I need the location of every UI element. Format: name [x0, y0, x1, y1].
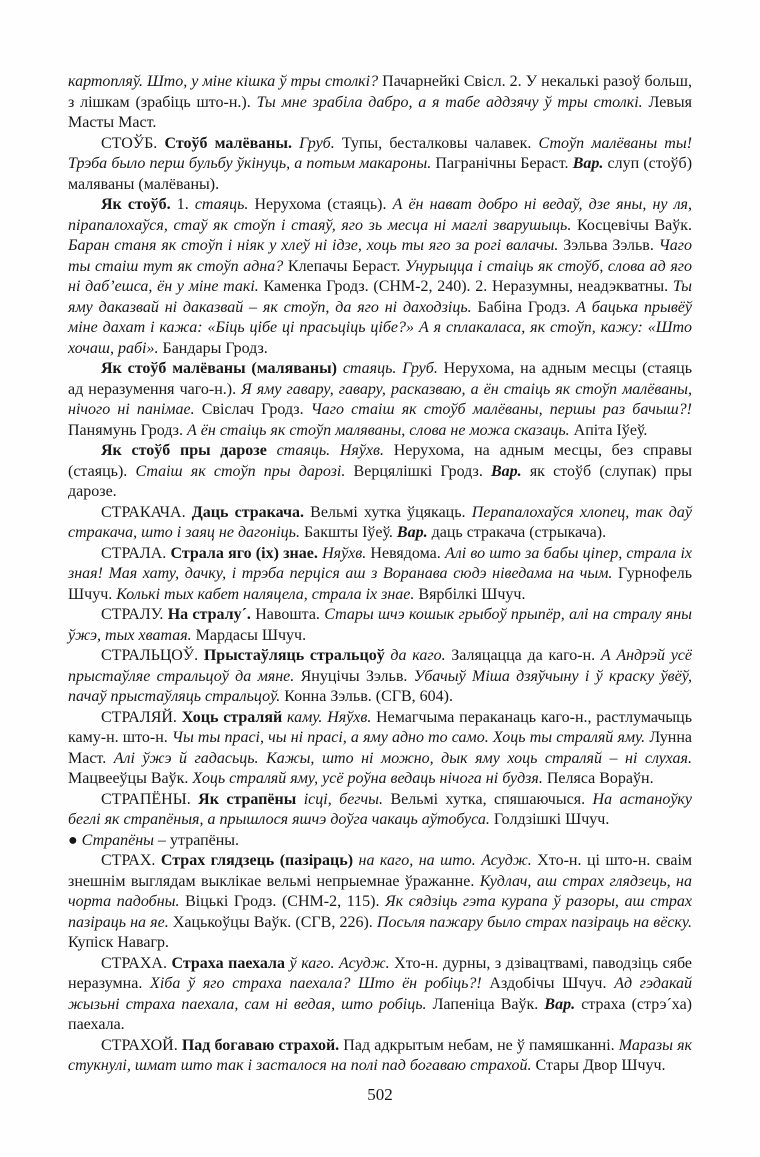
- text-run: Вельмі хутка, спяшаючыся.: [383, 790, 593, 808]
- text-run: Як стоўб малёваны (маляваны): [101, 360, 337, 377]
- text-run: Няўхв.: [317, 544, 367, 562]
- text-run: Аздобічы Шчуч.: [481, 975, 615, 992]
- text-run: Верцялішкі Гродз.: [345, 462, 491, 480]
- continuation-para: [68, 72, 692, 134]
- text-run: На астаноўку беглі як страпёныя, а прышлося яшчэ доўга чакаць аўтобуса.: [68, 790, 692, 828]
- entry-straliaj: [68, 708, 692, 790]
- text-run: Навошта.: [250, 606, 325, 623]
- entry-stoub: [68, 134, 692, 196]
- text-run: Бакшты Іўеў.: [299, 524, 397, 541]
- text-run: слуп (стоўб) маляваны (малёваны).: [68, 155, 693, 193]
- text-run: Хоць страляй: [181, 708, 283, 726]
- text-run: Прыстаўляць стральцоў: [203, 647, 385, 664]
- text-run: Голдзішкі Шчуч.: [489, 811, 610, 828]
- text-run: Косцевічы Ваўк.: [571, 216, 693, 234]
- text-run: Зэльва Зэльв.: [558, 237, 659, 254]
- entry-strala: [68, 544, 692, 606]
- text-run: картопляў. Што, у міне кішка ў тры столкі?: [68, 73, 379, 90]
- text-run: Мацвееўцы Ваўк.: [68, 770, 193, 787]
- text-run: каму. Няўхв.: [282, 708, 372, 726]
- text-run: СТРАЛЯЙ.: [101, 708, 182, 726]
- text-run: Убачыў Міша дзяўчыну і ў краску ўвёў, пачаў прыстаўляць стральцоў.: [68, 667, 693, 705]
- text-run: Чаго ты стаіш тут як стоўп адна?: [68, 237, 693, 275]
- text-run: Стоўп малёваны ты! Трэба было перш бульбу ўкінуць, а потым макароны.: [68, 134, 693, 172]
- text-run: страха (стрэ´ха) паехала.: [68, 995, 693, 1033]
- text-run: даць стракача (стрыкача).: [427, 524, 607, 541]
- text-run: Вельмі хутка ўцякаць.: [304, 503, 472, 521]
- page-number: 502: [367, 1084, 393, 1104]
- text-run: Даць стракача.: [191, 503, 305, 521]
- text-run: стаяць. Груб.: [336, 360, 438, 377]
- entry-straltsou: [68, 646, 692, 708]
- subentry-jak-stoub: [68, 195, 692, 359]
- text-run: Панямунь Гродз.: [68, 421, 187, 439]
- entry-strakhoj: [68, 1036, 692, 1077]
- subentry-jak-stoub-pry-daroze: [68, 441, 692, 503]
- text-run: Хіба ў яго страха паехала? Што ён робіць?!: [150, 975, 482, 992]
- text-run: Пад адкрытым небам, не ў памяшканні.: [339, 1036, 619, 1054]
- text-run: Маразы як стукнулі, шмат што так і засталося на полі пад богаваю страхой.: [68, 1036, 693, 1074]
- text-run: Пеляса Вораўн.: [542, 770, 654, 787]
- text-run: Перапалохаўся хлопец, так даў стракача, што і заяц не дагоніць.: [68, 503, 693, 541]
- text-run: СТРАЛЬЦОЎ.: [101, 647, 204, 664]
- text-run: Стары шчэ кошык грыбоў прыпёр, алі на стралу яны ўжэ, тых хватая.: [68, 606, 692, 644]
- text-run: Як страпёны: [198, 790, 297, 808]
- text-run: Страх глядзець (пазіраць): [160, 852, 354, 869]
- text-run: Як стоўб.: [101, 196, 171, 213]
- text-run: Хацькоўцы Ваўк. (СГВ, 226).: [168, 913, 377, 931]
- text-run: Тупы, бесталковы чалавек.: [334, 134, 539, 152]
- text-run: Баран станя як стоўп і ніяк у хлеў ні ідзе, хоць ты яго за рогі валачы.: [68, 237, 559, 254]
- entry-stralu: [68, 605, 692, 646]
- text-run: Як сядзіць гэта курапа ў разоры, аш страх пазіраць на яе.: [68, 893, 692, 931]
- text-run: Чы ты прасі, чы ні прасі, а яму адно то само. Хоць ты страляй яму.: [171, 729, 646, 746]
- text-run: Страпёны: [81, 831, 154, 849]
- note-strapiony: [68, 831, 692, 852]
- text-run: СТРАХА.: [101, 954, 172, 972]
- text-run: А бацька прывёў міне дахат і кажа: «Біць цібе ці прасьціць цібе?» А я сплакаласа, як стоўп, кажу: «Што хочаш, рабі».: [68, 298, 693, 357]
- text-run: А ён нават добро ні ведаў, дзе яны, ну ля, пірапалохаўся, стаў як стоўп і стаяў, яго зь месца ні маглі зварушыць.: [68, 196, 692, 234]
- text-run: Апіта Іўеў.: [569, 421, 648, 439]
- text-run: – утрапёны.: [154, 831, 240, 849]
- text-run: Вярбілкі Шчуч.: [414, 585, 526, 603]
- text-run: Бандары Гродз.: [158, 339, 268, 357]
- text-run: на каго, на што. Асудж.: [353, 852, 532, 869]
- text-run: Каменка Гродз. (СНМ-2, 240). 2. Неразумны, неадэкватны.: [258, 278, 673, 295]
- text-run: Хто-н. ці што-н. сваім знешнім выглядам выклікае вельмі непрыемнае ўражанне.: [68, 852, 693, 890]
- text-run: А ён стаіць як стоўп маляваны, слова не можа сказаць.: [187, 421, 570, 439]
- text-run: Як стоўб пры дарозе: [101, 442, 267, 459]
- text-run: СТОЎБ.: [101, 134, 165, 152]
- dictionary-text-block: [68, 72, 692, 1077]
- text-run: Колькі тых кабет наляцела, страла іх знае.: [116, 585, 415, 603]
- text-run: СТРАХ.: [101, 852, 161, 869]
- text-run: Вар.: [572, 155, 604, 172]
- text-run: Алі во што за бабы ціпер, страла іх зная! Мая хату, дачку, і трэба перціся аш з Воранава сюдэ ніведама на чым.: [68, 544, 693, 582]
- text-run: Стоўб малёваны.: [164, 134, 292, 152]
- entry-strapiony: [68, 790, 692, 831]
- text-run: ў каго. Асудж.: [285, 954, 390, 972]
- text-run: Левыя Масты Маст.: [68, 93, 693, 131]
- text-run: Стары Двор Шчуч.: [531, 1057, 666, 1074]
- text-run: Груб.: [291, 134, 335, 152]
- text-run: Унурыцца і стаіць як стоўб, слова ад яго ні даб’ешса, ён у міне такі.: [68, 257, 693, 295]
- text-run: Страла яго (іх) знае.: [170, 544, 318, 562]
- text-run: Мардасы Шчуч.: [191, 626, 307, 644]
- text-run: Нерухома, на адным месцы, без справы (стаяць).: [68, 442, 693, 480]
- entry-strakh: [68, 851, 692, 954]
- text-run: Ад гэдакай жызьні страха паехала, сам ні ведая, што робіць.: [68, 975, 693, 1013]
- text-run: 1.: [170, 196, 195, 213]
- text-run: СТРАПЁНЫ.: [101, 790, 199, 808]
- text-run: СТРАКАЧА.: [101, 503, 192, 521]
- text-run: Хоць страляй яму, усё роўна ведаць нічога ні будзя.: [192, 770, 543, 787]
- text-run: Конна Зэльв. (СГВ, 604).: [280, 688, 453, 705]
- text-run: Страха паехала: [171, 954, 286, 972]
- text-run: Невядома.: [366, 544, 445, 562]
- text-run: Ты яму даказвай ні даказвай – як стоўп, да яго ні даходзіць.: [68, 278, 692, 316]
- text-run: да каго.: [384, 647, 446, 664]
- text-run: Нерухома, на адным месцы (стаяць ад неразумення чаго-н.).: [68, 360, 693, 398]
- entry-strakacha: [68, 503, 692, 544]
- text-run: Віцькі Гродз. (СНМ-2, 115).: [179, 893, 386, 910]
- page-content: [68, 72, 692, 1105]
- text-run: Пачарнейкі Свісл. 2. У некалькі разоў больш, з лішкам (зрабіць што-н.).: [68, 73, 692, 111]
- text-run: На стралу´.: [167, 606, 251, 623]
- text-run: Свіслач Гродз.: [194, 401, 311, 418]
- text-run: А Андрэй усё прыстаўляе стральцоў да мяне.: [68, 647, 693, 685]
- text-run: Купіск Навагр.: [68, 934, 170, 951]
- text-run: Хто-н. дурны, з дзівацтвамі, паводзіць сябе неразумна.: [68, 954, 693, 992]
- subentry-jak-stoub-maliovany: [68, 359, 692, 441]
- text-run: Клепачы Бераст.: [283, 257, 405, 275]
- text-run: Заляцацца да каго-н.: [445, 647, 601, 664]
- text-run: Кудлач, аш страх глядзець, на чорта падобны.: [68, 872, 692, 910]
- text-run: Пагранічны Бераст.: [431, 155, 573, 172]
- text-run: СТРАЛУ.: [101, 606, 168, 623]
- text-run: Гурнофель Шчуч.: [68, 565, 693, 603]
- text-run: Вар.: [490, 462, 522, 480]
- text-run: Я яму гавару, гавару, расказваю, а ён стаіць як стоўп малёваны, нічого ні панімае.: [68, 380, 692, 418]
- text-run: Януцічы Зэльв.: [294, 667, 414, 685]
- text-run: Вар.: [544, 995, 576, 1013]
- text-run: стаяць.: [194, 196, 249, 213]
- text-run: ●: [68, 831, 82, 849]
- text-run: як стоўб (слупак) пры дарозе.: [68, 462, 692, 500]
- text-run: Бабіна Гродз.: [471, 298, 577, 316]
- text-run: Лунна Маст.: [68, 729, 693, 767]
- text-run: Ты мне зрабіла дабро, а я табе аддзячу ў тры столкі.: [256, 93, 643, 111]
- text-run: Пад богаваю страхой.: [181, 1036, 340, 1054]
- text-run: Стаіш як стоўп пры дарозі.: [135, 462, 346, 480]
- text-run: Посьля пажару было страх пазіраць на вёску.: [376, 913, 693, 931]
- text-run: Чаго стаіш як стоўб малёваны, першы раз бачыш?!: [310, 401, 693, 418]
- text-run: Вар.: [396, 524, 428, 541]
- text-run: Нерухома (стаяць).: [248, 196, 393, 213]
- text-run: ісці, бегчы.: [296, 790, 384, 808]
- entry-strakha: [68, 954, 692, 1036]
- text-run: СТРАЛА.: [101, 544, 171, 562]
- text-run: Немагчыма пераканаць каго-н., растлумачыць каму-н. што-н.: [68, 708, 692, 746]
- text-run: Алі ўжэ й гадасьць. Кажы, што ні можно, дык яму хоць страляй – ні слухая.: [113, 749, 692, 767]
- text-run: Лапеніца Ваўк.: [426, 995, 545, 1013]
- text-run: СТРАХОЙ.: [101, 1036, 182, 1054]
- text-run: стаяць. Няўхв.: [266, 442, 385, 459]
